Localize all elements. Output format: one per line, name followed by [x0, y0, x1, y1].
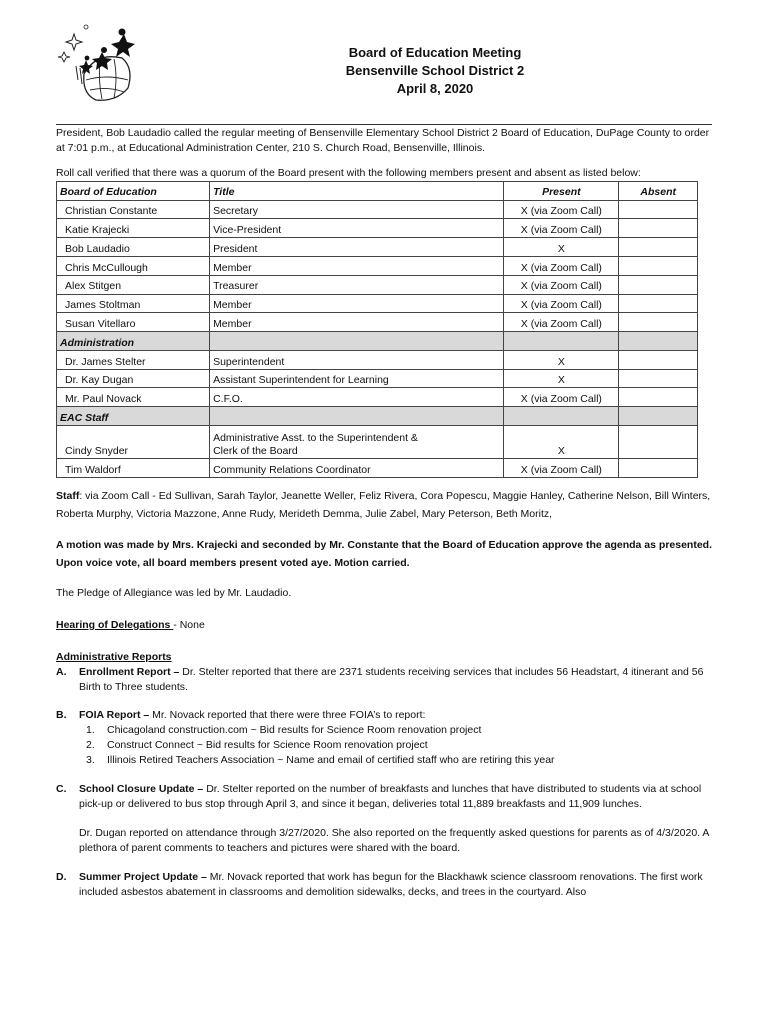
item-letter: C.	[56, 783, 67, 796]
section-row-administration	[57, 332, 698, 351]
admin-title: C.F.O.	[210, 388, 504, 407]
member-present: X (via Zoom Call)	[504, 200, 619, 219]
item-text: Mr. Novack reported that there were three FOIA’s to report:	[152, 709, 426, 722]
member-absent	[619, 294, 698, 313]
admin-name: Mr. Paul Novack	[57, 388, 210, 407]
report-item-school-closure	[56, 782, 716, 856]
administrative-reports-title: Administrative Reports	[56, 650, 172, 663]
table-row	[57, 294, 698, 313]
member-name: Katie Krajecki	[57, 219, 210, 238]
member-name: Alex Stitgen	[57, 275, 210, 294]
member-title: Member	[210, 294, 504, 313]
admin-absent	[619, 350, 698, 369]
eac-name: Tim Waldorf	[57, 459, 210, 478]
eac-present: X (via Zoom Call)	[504, 459, 619, 478]
admin-present: X	[504, 350, 619, 369]
admin-title: Assistant Superintendent for Learning	[210, 369, 504, 388]
member-absent	[619, 313, 698, 332]
item-text: Dr. Stelter reported that there are 2371 students receiving services that includes 56 Headstart, 4 itinerant and 56 Birth to Three students.	[79, 665, 704, 693]
table-row	[57, 256, 698, 275]
call-to-order-paragraph: President, Bob Laudadio called the regular meeting of Bensenville Elementary School District 2 Board of Education, DuPage County to order at 7:01 p.m., at Educational Administration Center, 210 S. Church Road, Bensenville, Illinois.	[56, 127, 710, 154]
table-row	[57, 369, 698, 388]
member-absent	[619, 275, 698, 294]
member-absent	[619, 219, 698, 238]
list-number: 3.	[86, 754, 95, 767]
admin-present: X (via Zoom Call)	[504, 388, 619, 407]
eac-title: Community Relations Coordinator	[210, 459, 504, 478]
section-label: Administration	[57, 332, 210, 351]
list-text: Construct Connect ~ Bid results for Science Room renovation project	[107, 739, 428, 752]
header-present: Present	[504, 181, 619, 200]
motion-paragraph: A motion was made by Mrs. Krajecki and seconded by Mr. Constante that the Board of Education approve the agenda as presented. Upon voice vote, all board members present voted aye. Motion carried.	[56, 538, 712, 569]
member-present: X (via Zoom Call)	[504, 313, 619, 332]
item-heading: FOIA Report –	[79, 709, 153, 722]
report-item-foia	[56, 708, 716, 768]
admin-name: Dr. James Stelter	[57, 350, 210, 369]
member-name: James Stoltman	[57, 294, 210, 313]
member-present: X	[504, 238, 619, 257]
member-title: Member	[210, 313, 504, 332]
document-header	[230, 44, 640, 98]
member-title: Secretary	[210, 200, 504, 219]
hearing-of-delegations	[56, 618, 716, 633]
eac-name: Cindy Snyder	[57, 426, 210, 459]
table-row	[57, 388, 698, 407]
roll-call-table	[56, 181, 698, 478]
header-absent: Absent	[619, 181, 698, 200]
list-item	[86, 753, 716, 768]
table-row	[57, 200, 698, 219]
item-letter: A.	[56, 665, 67, 678]
staff-paragraph	[56, 487, 716, 523]
member-present: X (via Zoom Call)	[504, 275, 619, 294]
eac-title	[210, 426, 504, 459]
district-name: Bensenville School District 2	[345, 63, 525, 78]
eac-absent	[619, 459, 698, 478]
list-text: Illinois Retired Teachers Association ~ Name and email of certified staff who are retiring this year	[107, 754, 555, 767]
foia-list	[79, 723, 716, 768]
report-item-enrollment	[56, 665, 716, 695]
member-name: Bob Laudadio	[57, 238, 210, 257]
meeting-title: Board of Education Meeting	[348, 45, 522, 60]
staff-list: : via Zoom Call - Ed Sullivan, Sarah Taylor, Jeanette Weller, Feliz Rivera, Cora Popescu, Maggie Hanley, Catherine Nelson, Bill Winters, Roberta Murphy, Victoria Mazzone, Anne Rudy, Merideth Demma, Julie Zabel, Mary Peterson, Beth Moritz,	[56, 489, 711, 520]
list-number: 2.	[86, 739, 95, 752]
item-heading: Summer Project Update –	[79, 870, 210, 883]
eac-title-line: Administrative Asst. to the Superintendent &	[213, 431, 418, 444]
pledge-paragraph: The Pledge of Allegiance was led by Mr. Laudadio.	[56, 586, 292, 599]
admin-absent	[619, 388, 698, 407]
member-title: Treasurer	[210, 275, 504, 294]
item-letter: B.	[56, 709, 67, 722]
table-row	[57, 219, 698, 238]
section-label: EAC Staff	[57, 407, 210, 426]
member-present: X (via Zoom Call)	[504, 219, 619, 238]
member-present: X (via Zoom Call)	[504, 256, 619, 275]
table-row	[57, 459, 698, 478]
table-row	[57, 313, 698, 332]
eac-absent	[619, 426, 698, 459]
admin-absent	[619, 369, 698, 388]
member-name: Christian Constante	[57, 200, 210, 219]
list-text: Chicagoland construction.com ~ Bid results for Science Room renovation project	[107, 724, 482, 737]
item-heading: School Closure Update –	[79, 783, 207, 796]
member-absent	[619, 238, 698, 257]
header-title: Title	[210, 181, 504, 200]
member-present: X (via Zoom Call)	[504, 294, 619, 313]
member-title: President	[210, 238, 504, 257]
item-text-attendance: Dr. Dugan reported on attendance through 3/27/2020. She also reported on the frequently asked questions for parents as of 4/3/2020. A plethora of parent comments to teachers and pictures were shared with the board.	[79, 826, 709, 854]
item-text: Dr. Stelter reported on the number of breakfasts and lunches that have distributed to students via at school pick-up or delivered to bus stop through April 3, and since it began, deliveries total 11,889 breakfasts and 11,909 lunches.	[79, 783, 702, 810]
eac-title-line: Clerk of the Board	[213, 444, 298, 457]
roll-call-paragraph: Roll call verified that there was a quorum of the Board present with the following members present and absent as listed below:	[56, 166, 641, 179]
table-row	[57, 426, 698, 459]
list-item	[86, 723, 716, 738]
admin-name: Dr. Kay Dugan	[57, 369, 210, 388]
section-row-eac-staff	[57, 407, 698, 426]
delegations-label: Hearing of Delegations	[56, 618, 174, 631]
admin-present: X	[504, 369, 619, 388]
item-letter: D.	[56, 870, 67, 883]
member-title: Member	[210, 256, 504, 275]
staff-label: Staff	[56, 489, 80, 502]
table-row	[57, 238, 698, 257]
district-logo	[56, 22, 136, 108]
member-title: Vice-President	[210, 219, 504, 238]
minutes-body	[56, 124, 716, 899]
table-header-row	[57, 181, 698, 200]
member-absent	[619, 200, 698, 219]
item-text: Mr. Novack reported that work has begun for the Blackhawk science classroom renovations. The first work included asbestos abatement in classrooms and demolition sidewalks, decks, and trees in the courtyard. Also	[79, 870, 703, 898]
admin-title: Superintendent	[210, 350, 504, 369]
list-item	[86, 738, 716, 753]
member-name: Susan Vitellaro	[57, 313, 210, 332]
delegations-value: - None	[173, 618, 205, 631]
meeting-date: April 8, 2020	[396, 81, 474, 96]
table-row	[57, 350, 698, 369]
eac-present: X	[504, 426, 619, 459]
header-board: Board of Education	[57, 181, 210, 200]
list-number: 1.	[86, 724, 95, 737]
report-item-summer-project	[56, 870, 716, 900]
table-row	[57, 275, 698, 294]
item-heading: Enrollment Report –	[79, 665, 183, 678]
member-name: Chris McCullough	[57, 256, 210, 275]
member-absent	[619, 256, 698, 275]
